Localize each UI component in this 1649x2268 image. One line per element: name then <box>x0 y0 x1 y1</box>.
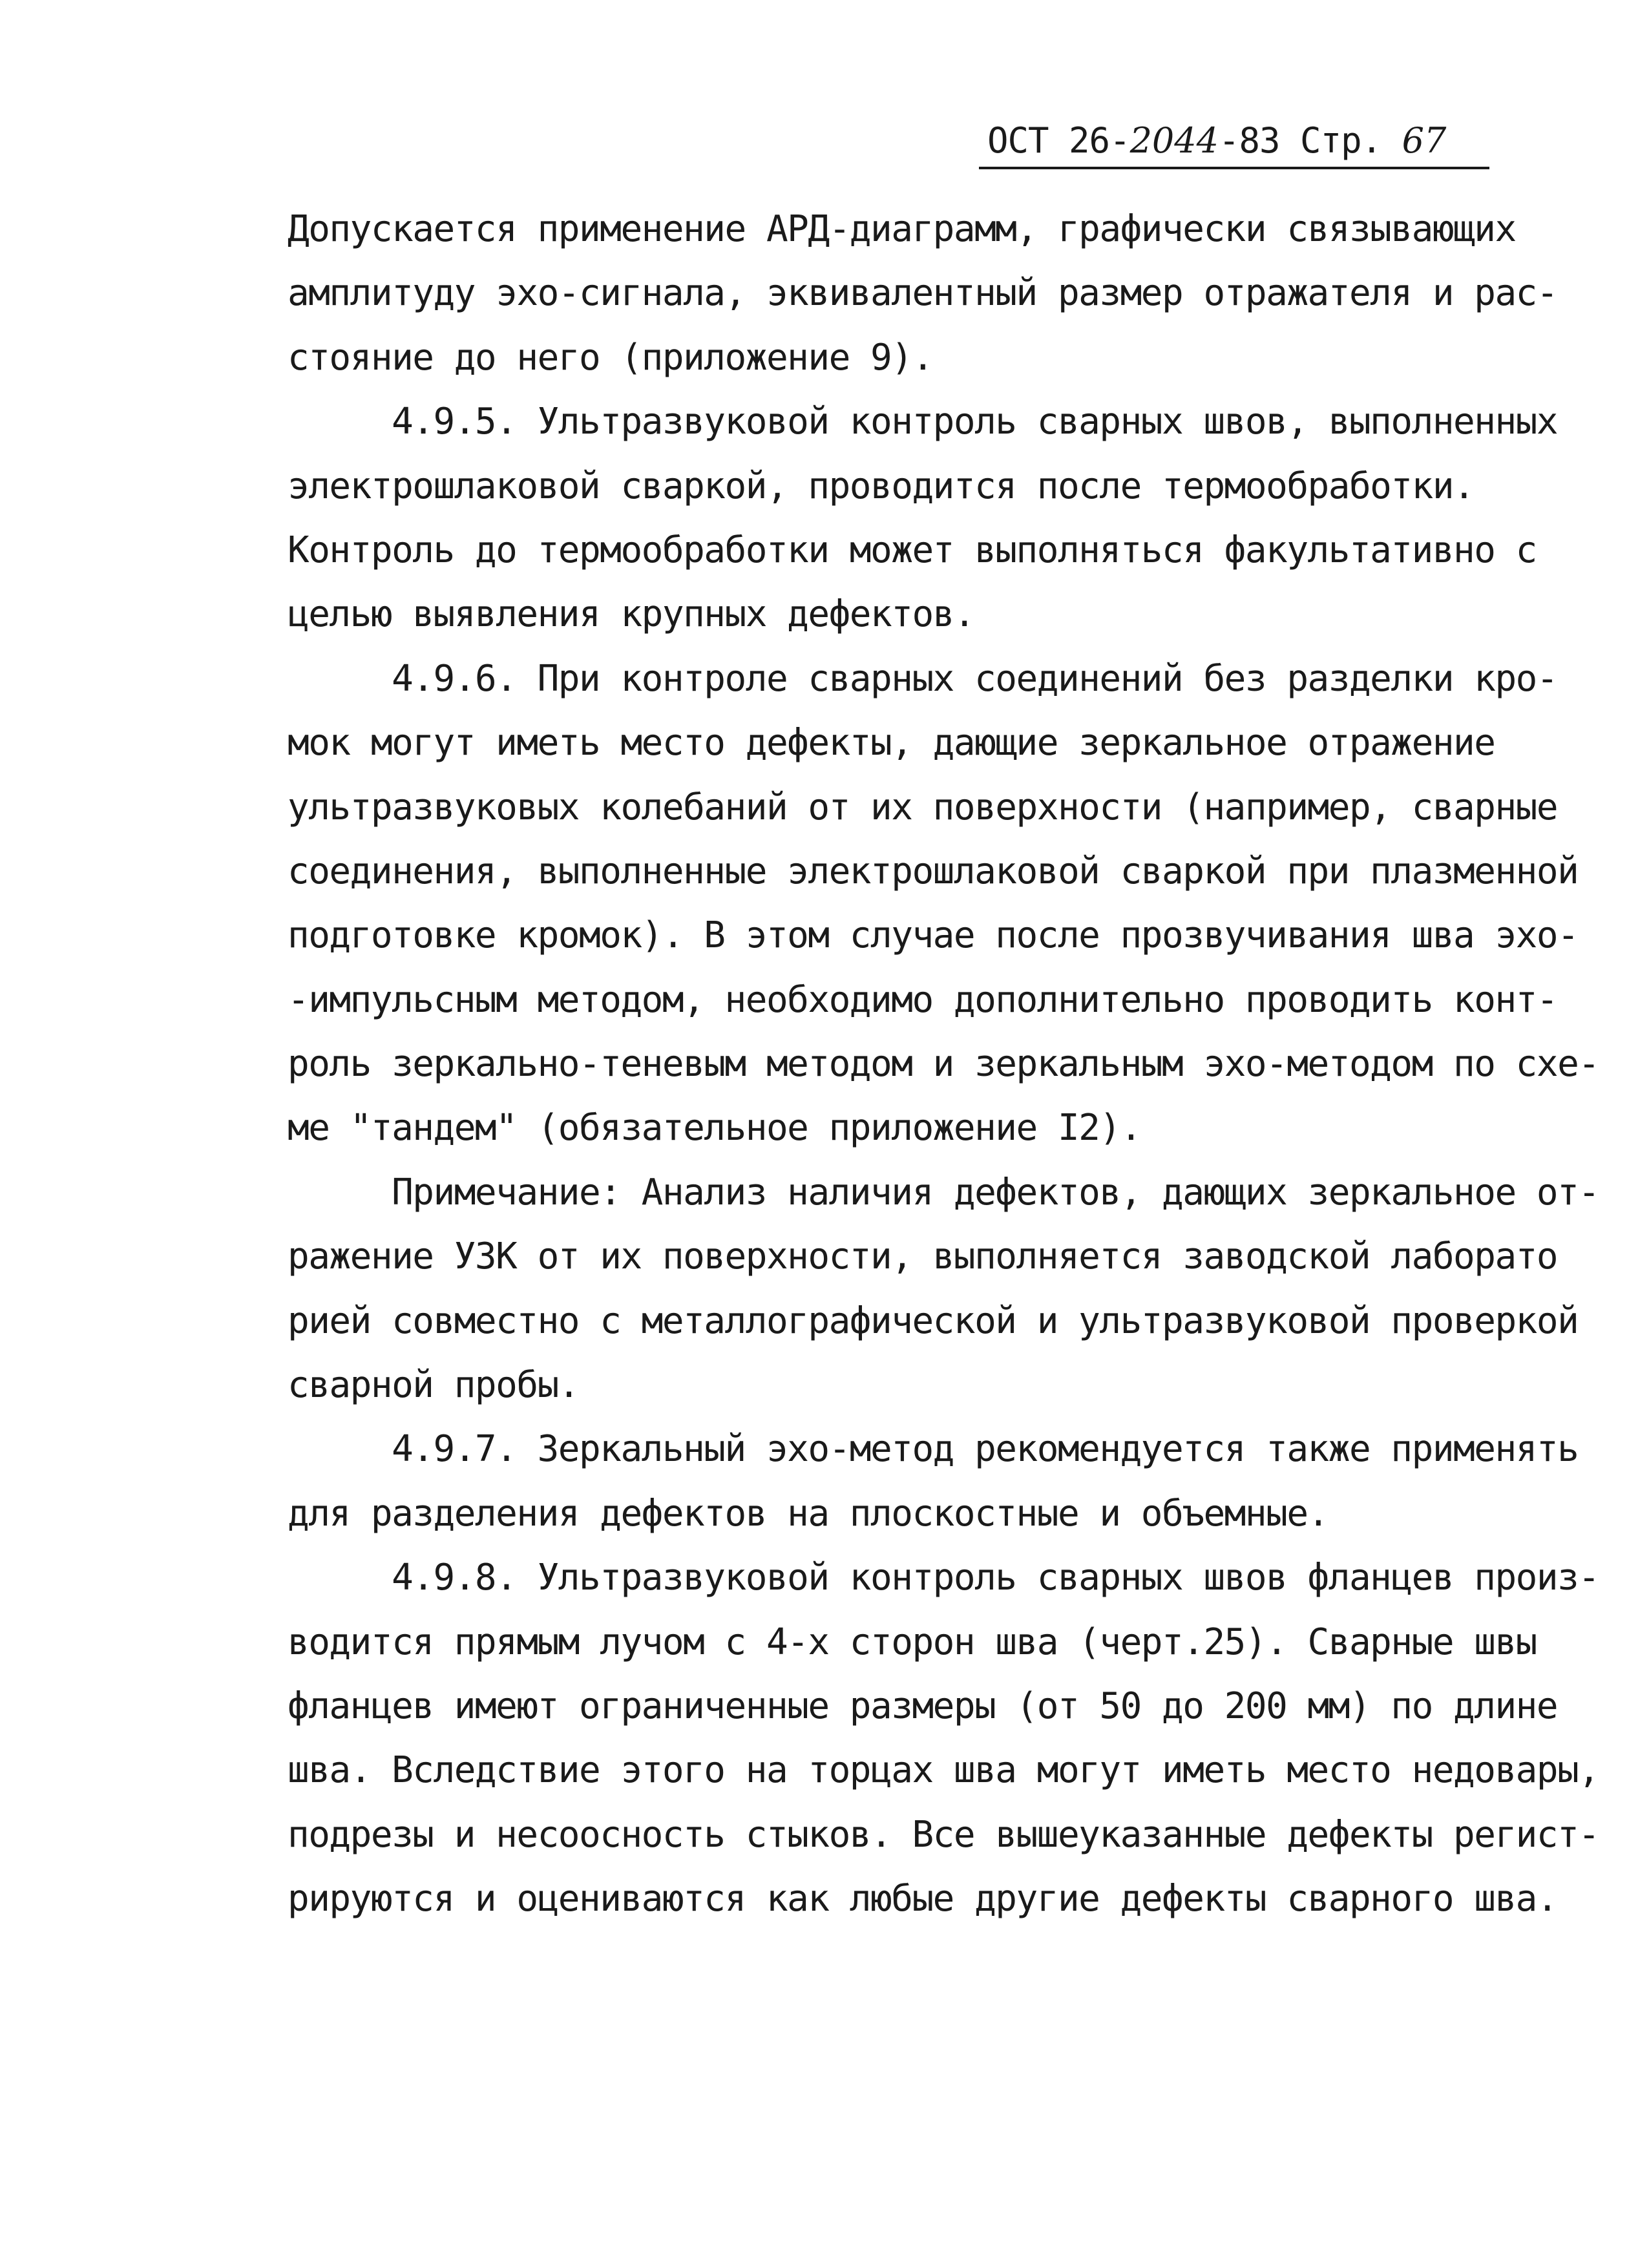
document-body <box>288 197 1599 1931</box>
text-line: рией совместно с металлографической и ультразвуковой проверкой <box>288 1299 1579 1342</box>
text-line: Допускается применение АРД-диаграмм, графически связывающих <box>288 208 1516 250</box>
text-line: ражение УЗК от их поверхности, выполняется заводской лаборато <box>288 1235 1558 1278</box>
note-paragraph: Примечание: Анализ наличия дефектов, дающих зеркальное от- <box>288 1171 1599 1213</box>
text-line: ме "тандем" (обязательное приложение I2). <box>288 1107 1141 1150</box>
text-line: стояние до него (приложение 9). <box>288 336 933 379</box>
text-line: целью выявления крупных дефектов. <box>288 593 975 636</box>
text-line: роль зеркально-теневым методом и зеркальным эхо-методом по схе- <box>288 1043 1599 1086</box>
header-underline <box>979 167 1489 169</box>
text-line: подготовке кромок). В этом случае после прозвучивания шва эхо- <box>288 914 1579 957</box>
paragraph-4-9-8: 4.9.8. Ультразвуковой контроль сварных швов фланцев произ- <box>288 1557 1599 1599</box>
text-line: -импульсным методом, необходимо дополнительно проводить конт- <box>288 978 1558 1021</box>
text-line: сварной пробы. <box>288 1364 580 1407</box>
text-line: электрошлаковой сваркой, проводится после термообработки. <box>288 465 1475 507</box>
text-line: ультразвуковых колебаний от их поверхности (например, сварные <box>288 786 1558 828</box>
header-prefix: ОСТ 26- <box>987 120 1130 161</box>
text-line: водится прямым лучом с 4-х сторон шва (черт.25). Сварные швы <box>288 1621 1537 1663</box>
text-line: соединения, выполненные электрошлаковой сваркой при плазменной <box>288 850 1579 892</box>
text-line: подрезы и несоосность стыков. Все вышеуказанные дефекты регист- <box>288 1813 1599 1856</box>
header-doc-number: 2044 <box>1129 120 1219 161</box>
header-page-number: 67 <box>1402 120 1447 161</box>
text-line: рируются и оцениваются как любые другие дефекты сварного шва. <box>288 1878 1558 1920</box>
text-line: фланцев имеют ограниченные размеры (от 50 до 200 мм) по длине <box>288 1685 1558 1727</box>
text-line: амплитуду эхо-сигнала, эквивалентный размер отражателя и рас- <box>288 272 1558 315</box>
text-line: Контроль до термообработки может выполняться факультативно с <box>288 529 1537 571</box>
text-line: мок могут иметь место дефекты, дающие зеркальное отражение <box>288 722 1495 764</box>
text-line: для разделения дефектов на плоскостные и объемные. <box>288 1492 1329 1535</box>
paragraph-4-9-6: 4.9.6. При контроле сварных соединений без разделки кро- <box>288 657 1558 700</box>
paragraph-4-9-7: 4.9.7. Зеркальный эхо-метод рекомендуется также применять <box>288 1428 1579 1471</box>
text-line: шва. Вследствие этого на торцах шва могут иметь место недовары, <box>288 1749 1599 1792</box>
page-header <box>987 115 1504 167</box>
header-suffix: -83 Стр. <box>1219 120 1382 161</box>
paragraph-4-9-5: 4.9.5. Ультразвуковой контроль сварных швов, выполненных <box>288 401 1558 443</box>
